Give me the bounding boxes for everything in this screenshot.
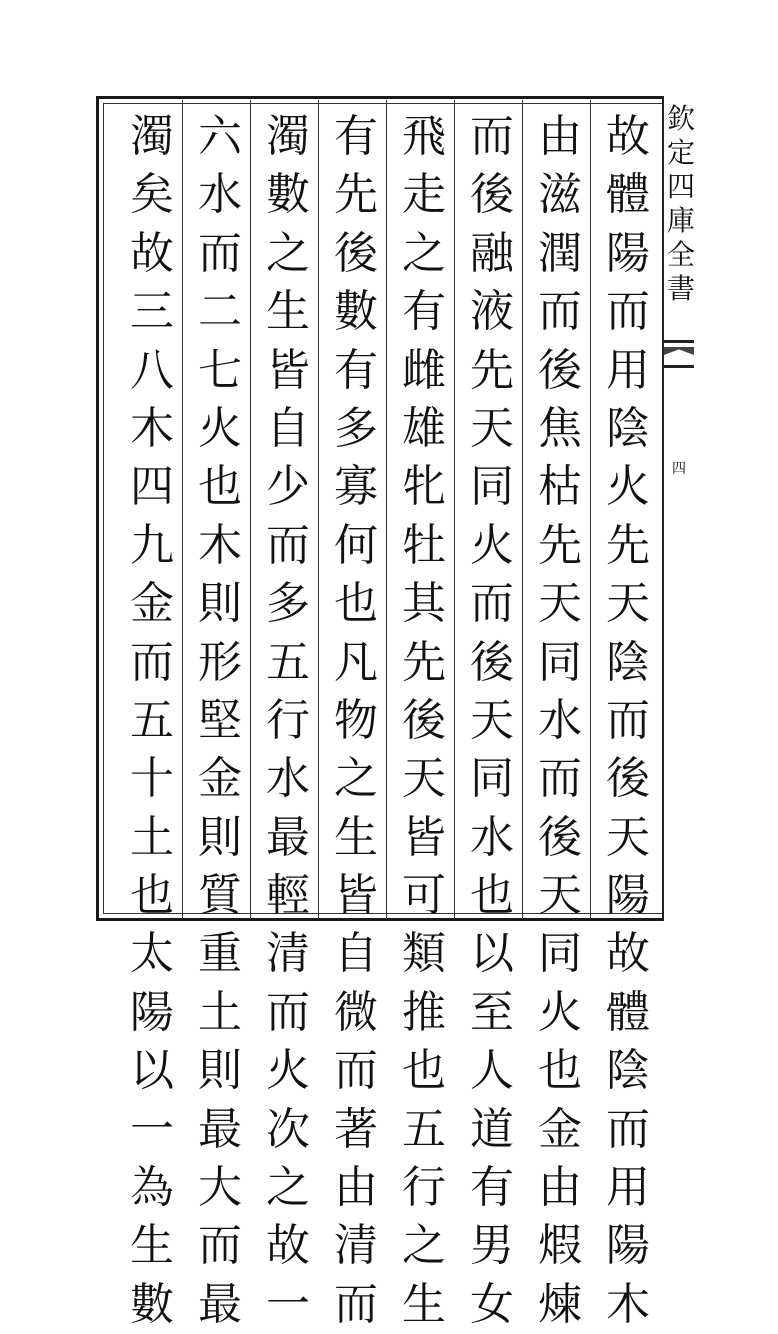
text-char: 之 (402, 227, 446, 279)
text-char: 後 (334, 227, 378, 279)
text-char: 天 (606, 578, 650, 630)
text-char: 形 (198, 636, 242, 688)
text-char: 皆 (334, 870, 378, 922)
text-char: 皆 (402, 811, 446, 863)
text-column (528, 108, 592, 1334)
text-char: 而 (606, 286, 650, 338)
text-char: 由 (538, 1162, 582, 1214)
text-char: 自 (334, 928, 378, 980)
text-char: 堅 (198, 694, 242, 746)
text-char: 可 (402, 870, 446, 922)
text-char: 天 (538, 578, 582, 630)
text-char: 生 (266, 286, 310, 338)
text-char: 先 (538, 519, 582, 571)
text-char: 五 (266, 636, 310, 688)
text-char: 雄 (402, 402, 446, 454)
text-char: 而 (606, 694, 650, 746)
text-char: 質 (198, 870, 242, 922)
text-char: 有 (334, 344, 378, 396)
text-char: 煆 (538, 1220, 582, 1272)
text-char: 生 (334, 811, 378, 863)
text-char: 數 (130, 1278, 174, 1330)
text-char: 用 (606, 1162, 650, 1214)
text-char: 五 (130, 694, 174, 746)
text-char: 而 (266, 986, 310, 1038)
text-char: 則 (198, 1045, 242, 1097)
text-char: 滋 (538, 169, 582, 221)
text-char: 之 (402, 1220, 446, 1272)
text-char: 數 (266, 169, 310, 221)
text-char: 陽 (130, 986, 174, 1038)
text-char: 有 (402, 286, 446, 338)
text-char: 濁 (130, 111, 174, 162)
text-char: 著 (334, 1103, 378, 1155)
text-char: 道 (470, 1103, 514, 1155)
text-char: 先 (606, 519, 650, 571)
text-char: 而 (538, 286, 582, 338)
text-char: 火 (606, 461, 650, 513)
text-char: 火 (266, 1045, 310, 1097)
text-char: 陰 (606, 402, 650, 454)
text-char: 一 (266, 1278, 310, 1330)
text-char: 有 (334, 111, 378, 162)
text-char: 五 (402, 1103, 446, 1155)
text-char: 後 (402, 694, 446, 746)
text-char: 清 (334, 1220, 378, 1272)
title-char: 欽 (666, 102, 695, 135)
text-char: 火 (538, 986, 582, 1038)
text-char: 液 (470, 286, 514, 338)
text-char: 故 (606, 928, 650, 980)
text-char: 走 (402, 169, 446, 221)
text-char: 九 (130, 519, 174, 571)
text-char: 以 (130, 1045, 174, 1097)
text-char: 也 (402, 1045, 446, 1097)
text-char: 陰 (606, 1045, 650, 1097)
text-char: 同 (470, 753, 514, 805)
text-char: 故 (130, 227, 174, 279)
text-column (596, 108, 660, 1334)
text-char: 濁 (266, 111, 310, 162)
text-char: 少 (266, 461, 310, 513)
text-char: 融 (470, 227, 514, 279)
text-char: 天 (606, 811, 650, 863)
text-char: 水 (538, 694, 582, 746)
text-char: 由 (538, 111, 582, 162)
text-char: 後 (538, 344, 582, 396)
text-char: 陽 (606, 227, 650, 279)
text-char: 物 (334, 694, 378, 746)
text-char: 為 (130, 1162, 174, 1214)
text-char: 後 (538, 811, 582, 863)
text-char: 則 (198, 811, 242, 863)
text-char: 水 (198, 169, 242, 221)
text-char: 飛 (402, 111, 446, 162)
text-char: 天 (402, 753, 446, 805)
text-char: 木 (130, 402, 174, 454)
text-column (256, 108, 320, 1334)
text-char: 以 (470, 928, 514, 980)
text-char: 而 (334, 1045, 378, 1097)
text-char: 而 (606, 1103, 650, 1155)
text-char: 也 (130, 870, 174, 922)
text-char: 先 (470, 344, 514, 396)
text-char: 自 (266, 402, 310, 454)
text-char: 之 (266, 1162, 310, 1214)
text-char: 同 (538, 928, 582, 980)
book-title (664, 102, 698, 306)
text-char: 四 (130, 461, 174, 513)
text-char: 也 (198, 461, 242, 513)
text-char: 同 (538, 636, 582, 688)
page-header-strip (662, 96, 698, 921)
text-char: 水 (470, 811, 514, 863)
text-char: 最 (266, 811, 310, 863)
text-char: 生 (402, 1278, 446, 1330)
text-char: 人 (470, 1045, 514, 1097)
text-char: 水 (266, 753, 310, 805)
title-char: 庫 (666, 204, 695, 237)
text-char: 七 (198, 344, 242, 396)
text-char: 則 (198, 578, 242, 630)
text-char: 同 (470, 461, 514, 513)
text-char: 牝 (402, 461, 446, 513)
text-char: 天 (470, 402, 514, 454)
text-char: 土 (198, 986, 242, 1038)
text-char: 生 (130, 1220, 174, 1272)
text-char: 先 (334, 169, 378, 221)
text-char: 也 (470, 870, 514, 922)
text-char: 有 (470, 1162, 514, 1214)
text-char: 後 (606, 753, 650, 805)
title-char: 四 (666, 170, 695, 203)
text-char: 而 (198, 1220, 242, 1272)
text-char: 由 (334, 1162, 378, 1214)
text-char: 凡 (334, 636, 378, 688)
text-char: 金 (538, 1103, 582, 1155)
text-char: 潤 (538, 227, 582, 279)
text-char: 何 (334, 519, 378, 571)
text-char: 矣 (130, 169, 174, 221)
text-char: 體 (606, 169, 650, 221)
text-char: 之 (334, 753, 378, 805)
text-char: 重 (198, 928, 242, 980)
text-char: 女 (470, 1278, 514, 1330)
text-char: 八 (130, 344, 174, 396)
text-char: 木 (198, 519, 242, 571)
text-char: 類 (402, 928, 446, 980)
text-char: 六 (198, 111, 242, 162)
text-char: 故 (606, 111, 650, 162)
text-char: 金 (198, 753, 242, 805)
text-char: 雌 (402, 344, 446, 396)
text-char: 推 (402, 986, 446, 1038)
text-char: 陽 (606, 1220, 650, 1272)
text-char: 枯 (538, 461, 582, 513)
text-char: 之 (266, 227, 310, 279)
text-char: 先 (402, 636, 446, 688)
page-marker: 四 (672, 461, 686, 477)
text-char: 多 (334, 402, 378, 454)
text-char: 至 (470, 986, 514, 1038)
text-char: 數 (334, 286, 378, 338)
fishtail-mark-icon (664, 340, 694, 368)
text-char: 大 (198, 1162, 242, 1214)
text-char: 太 (130, 928, 174, 980)
text-char: 其 (402, 578, 446, 630)
text-char: 木 (606, 1278, 650, 1330)
text-char: 天 (538, 870, 582, 922)
text-char: 天 (470, 694, 514, 746)
text-char: 而 (198, 227, 242, 279)
text-column (188, 108, 252, 1334)
text-char: 最 (198, 1103, 242, 1155)
title-char: 全 (666, 238, 695, 271)
text-char: 而 (470, 111, 514, 162)
text-char: 次 (266, 1103, 310, 1155)
text-char: 火 (198, 402, 242, 454)
text-char: 行 (266, 694, 310, 746)
text-char: 多 (266, 578, 310, 630)
text-char: 也 (538, 1045, 582, 1097)
text-char: 微 (334, 986, 378, 1038)
text-char: 寡 (334, 461, 378, 513)
text-char: 清 (266, 928, 310, 980)
text-char: 三 (130, 286, 174, 338)
text-char: 而 (130, 636, 174, 688)
text-char: 後 (470, 169, 514, 221)
text-char: 而 (266, 519, 310, 571)
text-column (324, 108, 388, 1334)
text-char: 火 (470, 519, 514, 571)
text-char: 金 (130, 578, 174, 630)
text-char: 故 (266, 1220, 310, 1272)
text-char: 土 (130, 811, 174, 863)
text-char: 用 (606, 344, 650, 396)
text-char: 而 (538, 753, 582, 805)
text-char: 牡 (402, 519, 446, 571)
text-char: 焦 (538, 402, 582, 454)
text-char: 陽 (606, 870, 650, 922)
text-char: 二 (198, 286, 242, 338)
text-column (460, 108, 524, 1334)
text-char: 陰 (606, 636, 650, 688)
text-char: 體 (606, 986, 650, 1038)
text-char: 也 (334, 578, 378, 630)
text-char: 皆 (266, 344, 310, 396)
text-char: 行 (402, 1162, 446, 1214)
text-char: 十 (130, 753, 174, 805)
text-char: 一 (130, 1103, 174, 1155)
title-char: 定 (666, 136, 695, 169)
text-char: 輕 (266, 870, 310, 922)
text-char: 男 (470, 1220, 514, 1272)
text-char: 煉 (538, 1278, 582, 1330)
text-char: 而 (470, 578, 514, 630)
title-char: 書 (666, 272, 695, 305)
text-column (120, 108, 184, 1334)
text-char: 而 (334, 1278, 378, 1330)
text-char: 最 (198, 1278, 242, 1330)
text-column (392, 108, 456, 1334)
text-char: 後 (470, 636, 514, 688)
